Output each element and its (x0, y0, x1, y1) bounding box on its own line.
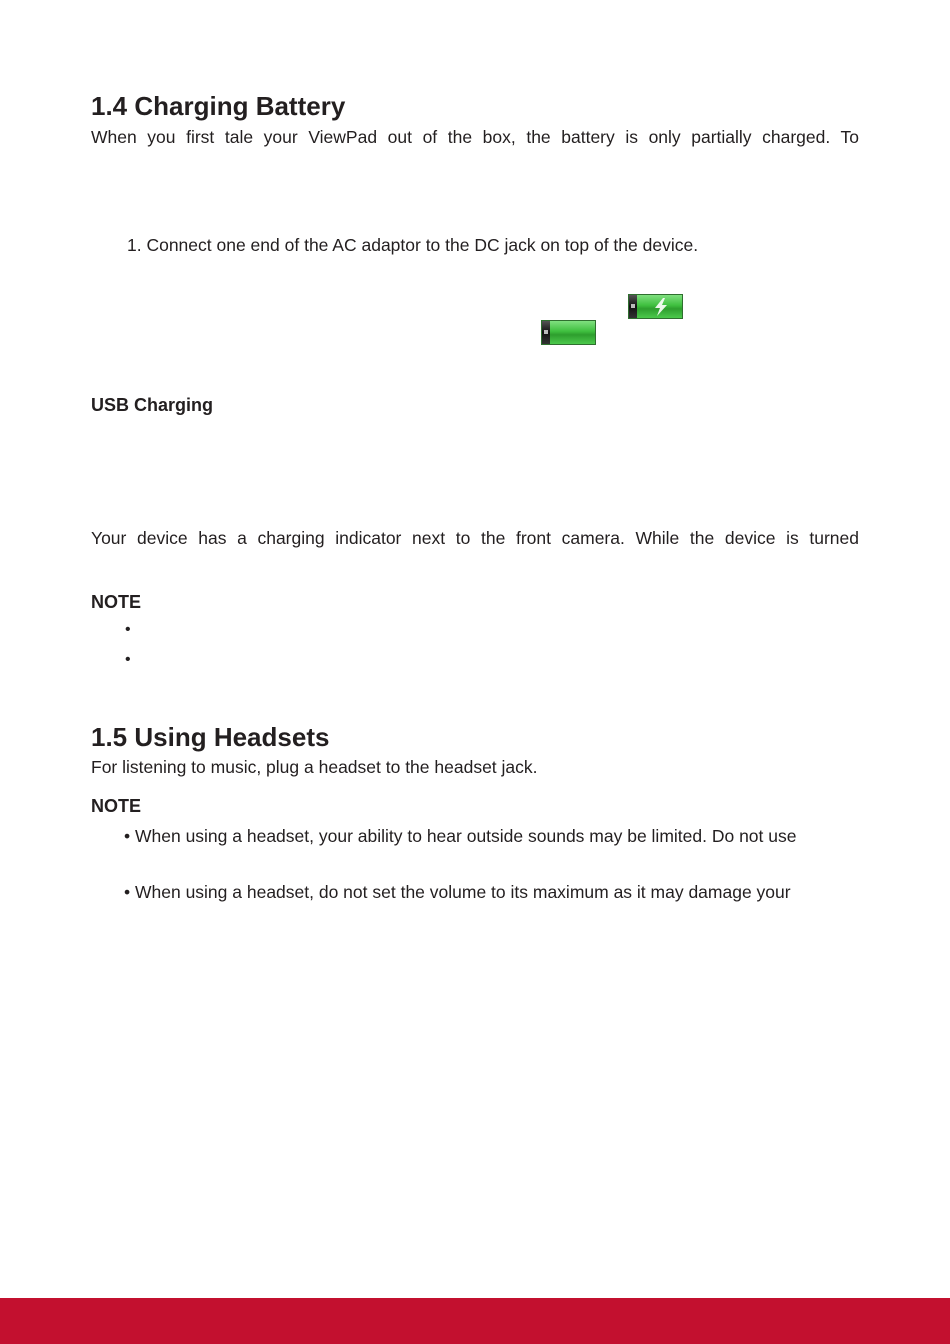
usb-charging-heading: USB Charging (91, 395, 214, 415)
section-title-charging-battery: 1.4 Charging Battery (91, 91, 346, 121)
charging-intro-text: When you first tale your ViewPad out of the box, the battery is only partially charged. To (91, 127, 859, 147)
headset-note-bullet-1: • When using a headset, your ability to hear outside sounds may be limited. Do not use (124, 826, 797, 846)
section-title-using-headsets: 1.5 Using Headsets (91, 722, 330, 752)
charging-indicator-text: Your device has a charging indicator next to the front camera. While the device is turned (91, 528, 859, 548)
headset-note-bullet-2: • When using a headset, do not set the volume to its maximum as it may damage your (124, 882, 791, 902)
note-label-charging: NOTE (91, 592, 142, 612)
note-label-headsets: NOTE (91, 796, 142, 816)
footer-bar (0, 1298, 950, 1344)
note-bullet: • (125, 621, 131, 638)
note-bullet: • (125, 651, 131, 668)
charging-step-1: 1. Connect one end of the AC adaptor to the DC jack on top of the device. (127, 235, 699, 255)
battery-full-icon (541, 320, 596, 345)
battery-charging-icon (628, 294, 683, 319)
headsets-intro-text: For listening to music, plug a headset to the headset jack. (91, 757, 538, 777)
